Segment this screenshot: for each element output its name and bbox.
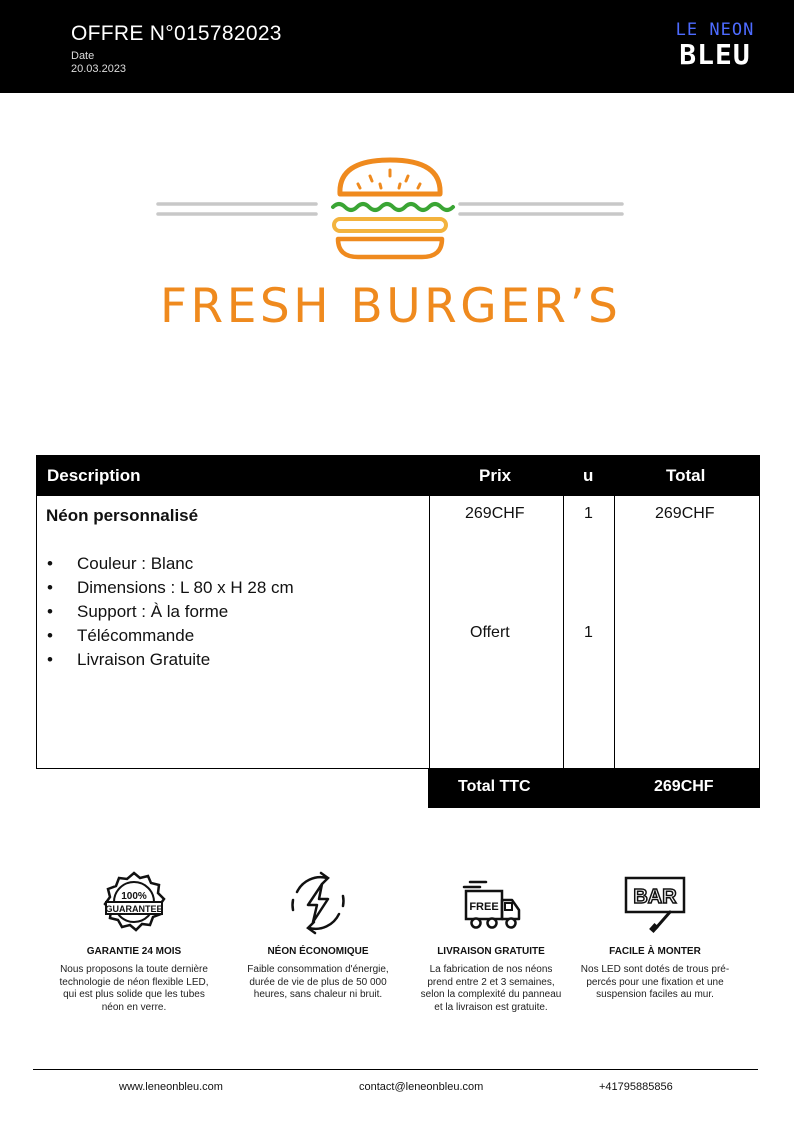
feature-title: GARANTIE 24 MOIS	[86, 946, 182, 957]
row2-u: 1	[584, 624, 593, 641]
total-value: 269CHF	[654, 778, 714, 795]
feature-title: FACILE À MONTER	[609, 946, 701, 957]
logo-text: FRESH BURGER’S	[160, 279, 622, 334]
list-item: • Télécommande	[47, 624, 294, 648]
date-label: Date	[71, 50, 95, 62]
truck-free-text: FREE	[469, 901, 499, 913]
bar-sign-tool-icon	[620, 870, 690, 936]
list-item: • Support : À la forme	[47, 600, 294, 624]
footer-divider	[33, 1069, 758, 1070]
offer-title: OFFRE N°015782023	[71, 22, 282, 45]
total-box	[428, 768, 760, 808]
column-divider	[614, 456, 615, 768]
row2-prix: Offert	[470, 624, 510, 641]
table-header	[37, 456, 759, 496]
header-description: Description	[47, 466, 141, 485]
column-divider	[563, 456, 564, 768]
delivery-truck-icon	[456, 870, 526, 936]
brand-logo	[670, 20, 760, 70]
item-title: Néon personnalisé	[46, 506, 199, 525]
item-bullets	[47, 552, 294, 672]
feature-text: Faible consommation d'énergie, durée de vie de plus de 50 000 heures, sans chaleur ni bruit.	[247, 964, 389, 1000]
feature-energy	[243, 870, 393, 1002]
row1-u: 1	[584, 505, 593, 522]
list-item: • Livraison Gratuite	[47, 648, 294, 672]
list-item: • Couleur : Blanc	[47, 552, 294, 576]
list-item: • Dimensions : L 80 x H 28 cm	[47, 576, 294, 600]
feature-title: LIVRAISON GRATUITE	[437, 946, 545, 957]
feature-mounting	[580, 870, 730, 1002]
header-u: u	[583, 466, 594, 485]
footer-phone[interactable]: +41795885856	[599, 1081, 673, 1093]
row1-total: 269CHF	[655, 505, 715, 522]
bar-sign-text: BAR	[633, 886, 677, 908]
header-bar	[0, 0, 794, 93]
total-label: Total TTC	[458, 778, 531, 795]
header-prix: Prix	[479, 466, 512, 485]
column-divider	[429, 456, 430, 768]
feature-text: La fabrication de nos néons prend entre 2 et 3 semaines, selon la complexité du panneau et la livraison est gratuite.	[420, 964, 562, 1013]
footer-website[interactable]: www.leneonbleu.com	[119, 1081, 223, 1093]
burger-logo-icon	[150, 150, 630, 265]
badge-percent: 100%	[121, 891, 147, 902]
feature-title: NÉON ÉCONOMIQUE	[267, 946, 369, 957]
date-value: 20.03.2023	[71, 63, 127, 75]
feature-text: Nos LED sont dotés de trous pré-percés pour une fixation et une suspension faciles au mur.	[580, 964, 730, 1000]
brand-line1: LE NEON	[675, 20, 755, 40]
feature-text: Nous proposons la toute dernière technologie de néon flexible LED, qui est plus solide que les tubes néon en verre.	[59, 964, 209, 1013]
energy-cycle-icon	[285, 870, 351, 936]
feature-guarantee	[59, 870, 209, 1014]
brand-line2: BLEU	[679, 38, 751, 71]
header-total: Total	[666, 466, 706, 485]
footer-email[interactable]: contact@leneonbleu.com	[359, 1081, 484, 1093]
guarantee-badge-icon	[101, 870, 167, 936]
row1-prix: 269CHF	[465, 505, 525, 522]
quote-table	[36, 455, 760, 769]
badge-guarantee: GUARANTEE	[105, 904, 163, 914]
feature-delivery	[416, 870, 566, 1014]
